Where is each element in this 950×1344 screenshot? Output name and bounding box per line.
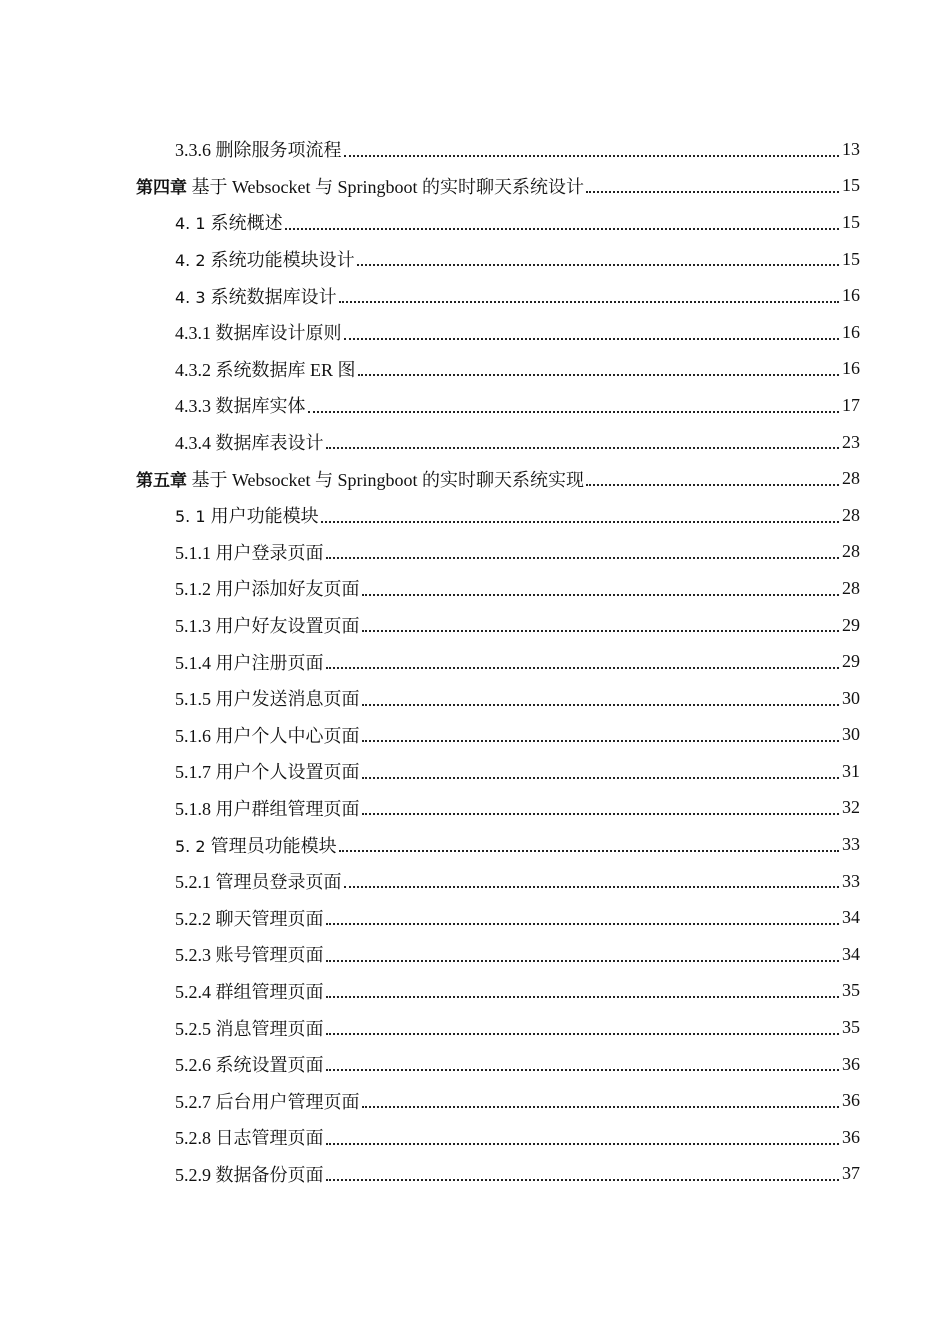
page-number: 29	[842, 614, 860, 635]
page-number: 36	[842, 1053, 860, 1074]
toc-section-entry[interactable]	[0, 899, 950, 936]
toc-section-entry[interactable]	[0, 607, 950, 644]
toc-section-entry[interactable]	[0, 204, 950, 241]
toc-entry-title	[175, 356, 357, 382]
entry-title-text: 管理员功能模块	[210, 835, 337, 856]
page-number: 29	[842, 651, 860, 672]
toc-section-entry[interactable]	[0, 1009, 950, 1046]
dot-leader	[586, 190, 839, 193]
entry-title-text: 5.1.8 用户群组管理页面	[175, 798, 360, 819]
toc-chapter-entry[interactable]	[0, 460, 950, 497]
toc-entry-title	[175, 502, 320, 528]
page-number: 30	[842, 724, 860, 745]
toc-entry-title	[175, 539, 325, 565]
toc-entry-title	[175, 1161, 325, 1187]
section-number: 4. 2	[175, 251, 211, 271]
toc-entry-title	[175, 685, 361, 711]
toc-entry-title	[175, 612, 361, 638]
toc-entry-title	[136, 466, 585, 492]
dot-leader	[358, 373, 839, 376]
dot-leader	[586, 483, 839, 486]
page-number: 36	[842, 1126, 860, 1147]
toc-section-entry[interactable]	[0, 497, 950, 534]
dot-leader	[344, 885, 840, 888]
page-number: 28	[842, 577, 860, 598]
toc-entry-title	[175, 978, 325, 1004]
entry-title-text: 系统功能模块设计	[210, 250, 355, 271]
toc-entry-title	[175, 649, 325, 675]
toc-section-entry[interactable]	[0, 680, 950, 717]
entry-title-text: 用户功能模块	[210, 506, 319, 527]
page-number: 15	[842, 211, 860, 232]
entry-title-text: 5.2.8 日志管理页面	[175, 1128, 324, 1149]
toc-entry-title	[175, 246, 356, 272]
page-number: 15	[842, 175, 860, 196]
entry-title-text: 5.1.4 用户注册页面	[175, 652, 324, 673]
dot-leader	[326, 556, 840, 559]
dot-leader	[326, 446, 840, 449]
toc-entry-title	[175, 868, 343, 894]
entry-title-text: 5.2.1 管理员登录页面	[175, 872, 342, 893]
page-number: 36	[842, 1090, 860, 1111]
toc-section-entry[interactable]	[0, 717, 950, 754]
toc-section-entry[interactable]	[0, 936, 950, 973]
entry-title-text: 基于 Websocket 与 Springboot 的实时聊天系统实现	[187, 469, 585, 490]
toc-section-entry[interactable]	[0, 1046, 950, 1083]
toc-entry-title	[175, 575, 361, 601]
page-number: 28	[842, 468, 860, 489]
table-of-contents	[0, 131, 950, 1192]
toc-entry-title	[175, 319, 343, 345]
page-number: 35	[842, 980, 860, 1001]
entry-title-text: 5.2.9 数据备份页面	[175, 1164, 324, 1185]
toc-section-entry[interactable]	[0, 534, 950, 571]
entry-title-text: 5.1.2 用户添加好友页面	[175, 579, 360, 600]
dot-leader	[326, 995, 840, 998]
page-number: 34	[842, 943, 860, 964]
dot-leader	[357, 263, 839, 266]
entry-title-text: 4.3.2 系统数据库 ER 图	[175, 359, 356, 380]
entry-title-text: 3.3.6 删除服务项流程	[175, 140, 342, 161]
entry-title-text: 5.1.1 用户登录页面	[175, 542, 324, 563]
dot-leader	[344, 154, 840, 157]
toc-entry-title	[175, 1088, 361, 1114]
dot-leader	[362, 629, 840, 632]
dot-leader	[326, 922, 840, 925]
toc-entry-title	[175, 832, 338, 858]
toc-entry-title	[175, 136, 343, 162]
toc-entry-title	[175, 722, 361, 748]
toc-section-entry[interactable]	[0, 753, 950, 790]
dot-leader	[339, 849, 839, 852]
dot-leader	[326, 1032, 840, 1035]
toc-section-entry[interactable]	[0, 314, 950, 351]
page-number: 33	[842, 870, 860, 891]
toc-chapter-entry[interactable]	[0, 168, 950, 205]
entry-title-text: 4.3.3 数据库实体	[175, 396, 306, 417]
toc-section-entry[interactable]	[0, 387, 950, 424]
page-number: 16	[842, 321, 860, 342]
dot-leader	[362, 593, 840, 596]
dot-leader	[326, 1178, 840, 1181]
toc-section-entry[interactable]	[0, 424, 950, 461]
entry-title-text: 5.2.4 群组管理页面	[175, 981, 324, 1002]
entry-title-text: 5.1.5 用户发送消息页面	[175, 689, 360, 710]
section-number: 5. 2	[175, 836, 211, 856]
page-number: 34	[842, 907, 860, 928]
section-number: 4. 1	[175, 214, 211, 234]
section-number: 5. 1	[175, 507, 211, 527]
dot-leader	[326, 666, 840, 669]
entry-title-text: 基于 Websocket 与 Springboot 的实时聊天系统设计	[187, 176, 585, 197]
entry-title-text: 5.1.6 用户个人中心页面	[175, 725, 360, 746]
dot-leader	[326, 1068, 840, 1071]
entry-title-text: 系统概述	[210, 213, 283, 234]
toc-entry-title	[175, 795, 361, 821]
toc-section-entry[interactable]	[0, 863, 950, 900]
toc-entry-title	[175, 209, 284, 235]
toc-section-entry[interactable]	[0, 1156, 950, 1193]
dot-leader	[339, 300, 839, 303]
toc-entry-title	[175, 1124, 325, 1150]
entry-title-text: 5.1.3 用户好友设置页面	[175, 616, 360, 637]
page-number: 32	[842, 797, 860, 818]
page-number: 28	[842, 504, 860, 525]
toc-entry-title	[175, 392, 307, 418]
section-number: 4. 3	[175, 287, 211, 307]
page-number: 28	[842, 541, 860, 562]
toc-entry-title	[136, 173, 585, 199]
page-number: 37	[842, 1163, 860, 1184]
dot-leader	[326, 959, 840, 962]
entry-title-text: 5.2.2 聊天管理页面	[175, 908, 324, 929]
chapter-number: 第四章	[136, 177, 187, 198]
dot-leader	[362, 1105, 840, 1108]
page-number: 13	[842, 138, 860, 159]
entry-title-text: 5.2.5 消息管理页面	[175, 1018, 324, 1039]
dot-leader	[344, 337, 840, 340]
page-number: 17	[842, 394, 860, 415]
toc-section-entry[interactable]	[0, 643, 950, 680]
page-number: 31	[842, 760, 860, 781]
entry-title-text: 4.3.1 数据库设计原则	[175, 323, 342, 344]
toc-section-entry[interactable]	[0, 826, 950, 863]
page-number: 35	[842, 1017, 860, 1038]
toc-entry-title	[175, 1015, 325, 1041]
page-number: 15	[842, 248, 860, 269]
toc-entry-title	[175, 905, 325, 931]
dot-leader	[362, 739, 840, 742]
toc-section-entry[interactable]	[0, 973, 950, 1010]
toc-section-entry[interactable]	[0, 241, 950, 278]
page-number: 23	[842, 431, 860, 452]
toc-entry-title	[175, 1051, 325, 1077]
page-number: 33	[842, 834, 860, 855]
entry-title-text: 5.2.3 账号管理页面	[175, 945, 324, 966]
page-number: 30	[842, 687, 860, 708]
chapter-number: 第五章	[136, 470, 187, 491]
toc-entry-title	[175, 283, 338, 309]
entry-title-text: 5.2.7 后台用户管理页面	[175, 1091, 360, 1112]
page-number: 16	[842, 358, 860, 379]
dot-leader	[326, 1142, 840, 1145]
toc-section-entry[interactable]	[0, 790, 950, 827]
dot-leader	[308, 410, 840, 413]
toc-section-entry[interactable]	[0, 570, 950, 607]
dot-leader	[285, 227, 839, 230]
toc-section-entry[interactable]	[0, 1119, 950, 1156]
entry-title-text: 5.1.7 用户个人设置页面	[175, 762, 360, 783]
entry-title-text: 5.2.6 系统设置页面	[175, 1055, 324, 1076]
toc-entry-title	[175, 941, 325, 967]
dot-leader	[362, 703, 840, 706]
page-number: 16	[842, 285, 860, 306]
toc-entry-title	[175, 758, 361, 784]
toc-section-entry[interactable]	[0, 351, 950, 388]
toc-section-entry[interactable]	[0, 277, 950, 314]
dot-leader	[362, 776, 840, 779]
entry-title-text: 系统数据库设计	[210, 286, 337, 307]
toc-entry-title	[175, 429, 325, 455]
toc-section-entry[interactable]	[0, 1082, 950, 1119]
dot-leader	[321, 520, 839, 523]
dot-leader	[362, 812, 840, 815]
entry-title-text: 4.3.4 数据库表设计	[175, 433, 324, 454]
toc-section-entry[interactable]	[0, 131, 950, 168]
